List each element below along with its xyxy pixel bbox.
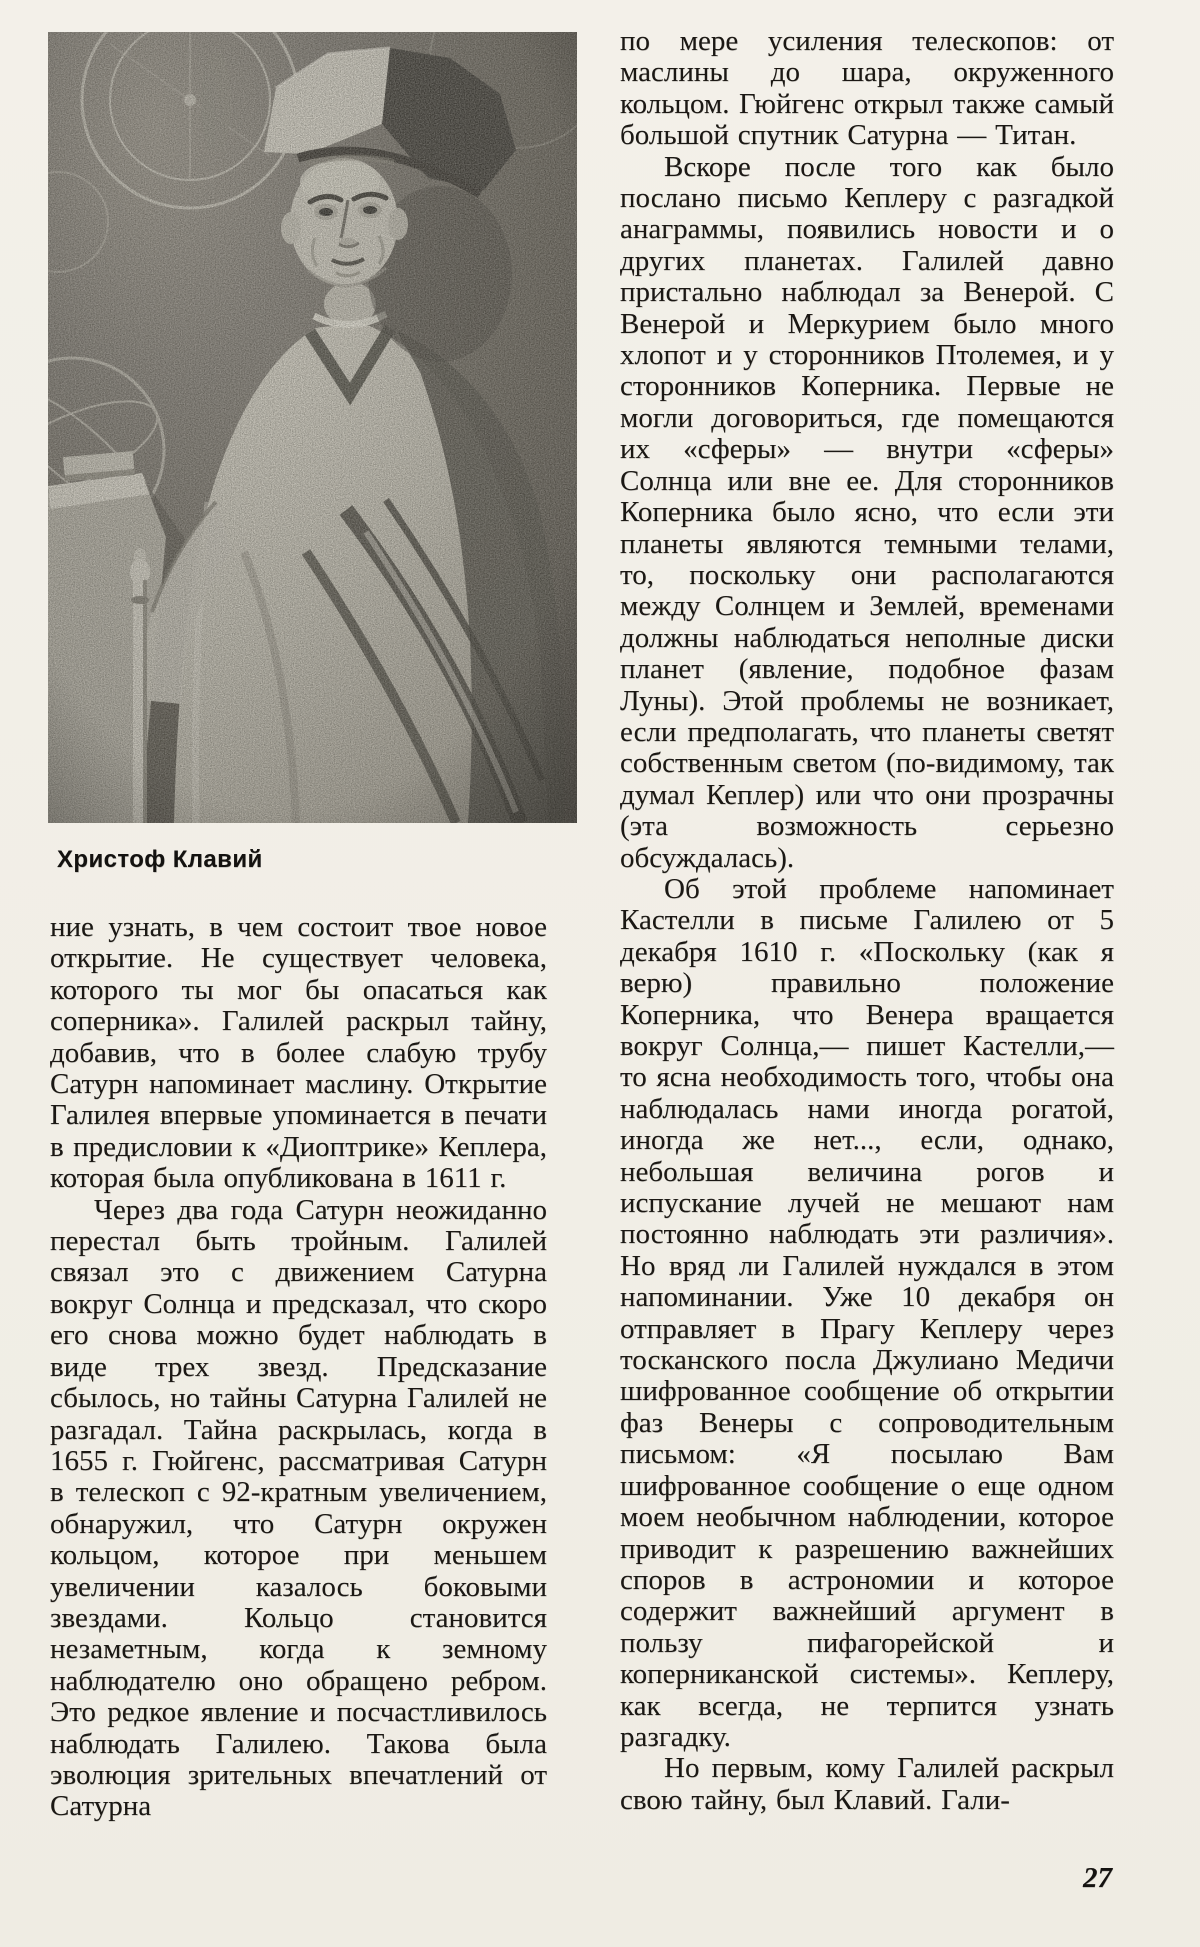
left-column <box>50 912 547 1823</box>
paragraph: ние узнать, в чем состоит твое новое открытие. Не существует человека, которого ты мог бы опасаться как соперника». Галилей раскрыл тайну, добавив, что в более слабую трубу Сатурн напоминает маслину. Открытие Галилея впервые упоминается в печати в предисловии к «Диоптрике» Кеплера, которая была опубликована в 1611 г. <box>50 911 547 1195</box>
photo-caption: Христоф Клавий <box>57 846 263 873</box>
clavius-portrait-svg <box>48 32 577 823</box>
paragraph: Но первым, кому Галилей раскрыл свою тайну, был Клавий. Гали- <box>620 1752 1114 1816</box>
page-number: 27 <box>1083 1862 1112 1894</box>
paragraph: Вскоре после того как было послано письмо Кеплеру с разгадкой анаграммы, появились новости и о других планетах. Галилей давно пристально наблюдал за Венерой. С Венерой и Меркурием было много хлопот и у сторонников Птолемея, и у сторонников Коперника. Первые не могли договориться, где помещаются их «сферы» — внутри «сферы» Солнца или вне ее. Для сторонников Коперника было ясно, что если эти планеты являются темными телами, то, поскольку они располагаются между Солнцем и Землей, временами должны наблюдаться неполные диски планет (явление, подобное фазам Луны). Этой проблемы не возникает, если предполагать, что планеты светят собственным светом (по-видимому, так думал Кеплер) или что они прозрачны (эта возможность серьезно обсуждалась). <box>620 150 1114 874</box>
clavius-portrait-image <box>48 32 577 823</box>
right-column <box>620 26 1114 1816</box>
paragraph: по мере усиления телескопов: от маслины до шара, окруженного кольцом. Гюйгенс открыл также самый большой спутник Сатурна — Титан. <box>620 25 1114 152</box>
paragraph: Через два года Сатурн неожиданно перестал быть тройным. Галилей связал это с движением Сатурна вокруг Солнца и предсказал, что скоро его снова можно будет наблюдать в виде трех звезд. Предсказание сбылось, но тайны Сатурна Галилей не разгадал. Тайна раскрылась, когда в 1655 г. Гюйгенс, рассматривая Сатурн в телескоп с 92-кратным увеличением, обнаружил, что Сатурн окружен кольцом, которое при меньшем увеличении казалось боковыми звездами. Кольцо становится незаметным, когда к земному наблюдателю оно обращено ребром. Это редкое явление и посчастливилось наблюдать Галилею. Такова была эволюция зрительных впечатлений от Сатурна <box>50 1193 547 1823</box>
vignette-overlay <box>48 32 577 823</box>
paragraph: Об этой проблеме напоминает Кастелли в письме Галилею от 5 декабря 1610 г. «Поскольку (как я верю) правильно положение Коперника, что Венера вращается вокруг Солнца,— пишет Кастелли,— то ясна необходимость того, чтобы она наблюдалась нами иногда рогатой, иногда же нет..., если, однако, небольшая величина рогов и испускание лучей не мешают нам постоянно наблюдать эти различия». Но вряд ли Галилей нуждался в этом напоминании. Уже 10 декабря он отправляет в Прагу Кеплеру через тосканского посла Джулиано Медичи шифрованное сообщение об открытии фаз Венеры с сопроводительным письмом: «Я посылаю Вам шифрованное сообщение о еще одном моем необычном наблюдении, которое приводит к разрешению важнейших споров в астрономии и которое содержит важнейший аргумент в пользу пифагорейской и коперниканской системы». Кеплеру, как всегда, не терпится узнать разгадку. <box>620 872 1114 1753</box>
